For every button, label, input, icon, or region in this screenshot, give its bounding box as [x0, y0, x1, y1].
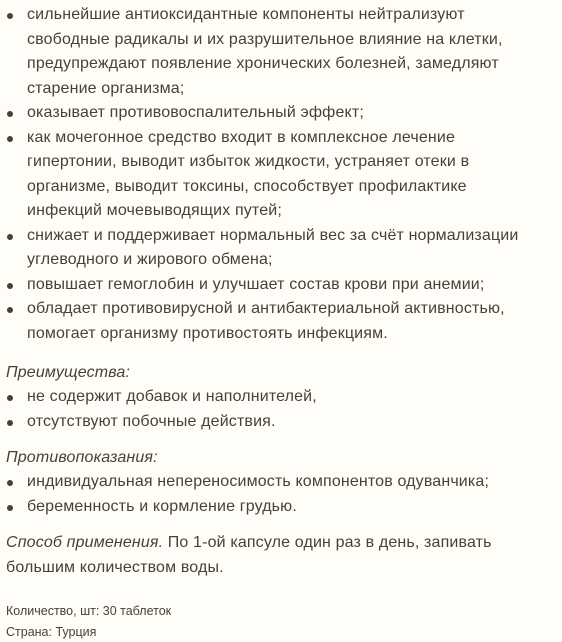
usage-text-1: По 1-ой капсуле один раз в день, запивать [163, 534, 492, 551]
bullet-icon [7, 136, 13, 142]
list-item [6, 297, 556, 346]
advantages-list [6, 385, 556, 434]
list-item-line: свободные радикалы и их разрушительное влияние на клетки, [27, 30, 503, 48]
bullet-icon [7, 505, 13, 511]
list-item-line: индивидуальная непереносимость компонентов одуванчика; [27, 473, 490, 490]
list-item-line: оказывает противовоспалительный эффект; [27, 104, 364, 121]
list-item-line: обладает противовирусной и антибактериальной активностью, [27, 300, 505, 317]
bullet-icon [7, 480, 13, 486]
country-info: Страна: Турция [6, 625, 97, 639]
list-item-line: отсутствуют побочные действия. [27, 412, 276, 430]
bullet-icon [7, 234, 13, 240]
product-meta [6, 601, 556, 642]
list-item-line: беременность и кормление грудью. [27, 497, 297, 515]
list-item-line: снижает и поддерживает нормальный вес за счёт нормализации [27, 226, 519, 244]
bullet-icon [7, 307, 13, 313]
list-item-line: углеводного и жирового обмена; [27, 251, 273, 268]
list-item-line: сильнейшие антиоксидантные компоненты нейтрализуют [27, 6, 465, 23]
product-description [6, 0, 556, 642]
list-item-line: предупреждают появление хронических болезней, замедляют [27, 55, 499, 72]
list-item [6, 273, 556, 298]
bullet-icon [7, 395, 13, 401]
list-item-line: как мочегонное средство входит в комплексное лечение [27, 128, 456, 146]
contraindications-heading: Противопоказания: [6, 449, 158, 466]
bullet-icon [7, 283, 13, 289]
list-item-line: организме, выводит токсины, способствует профилактике [27, 177, 467, 195]
list-item [6, 3, 556, 101]
list-item-line: гипертонии, выводит избыток жидкости, устраняет отеки в [27, 153, 470, 170]
list-item [6, 410, 556, 435]
list-item-line: помогает организму противостоять инфекциям. [27, 324, 388, 342]
usage-label: Способ применения. [6, 534, 164, 551]
list-item [6, 470, 556, 495]
contraindications-list [6, 470, 556, 519]
list-item-line: не содержит добавок и наполнителей, [27, 388, 317, 405]
list-item [6, 101, 556, 126]
usage-instructions [6, 530, 556, 580]
benefits-list [6, 3, 556, 346]
quantity-info: Количество, шт: 30 таблеток [6, 604, 172, 618]
usage-line-1 [6, 530, 556, 555]
advantages-heading: Преимущества: [6, 364, 131, 381]
list-item [6, 495, 556, 520]
list-item-line: повышает гемоглобин и улучшает состав крови при анемии; [27, 275, 485, 293]
list-item [6, 385, 556, 410]
list-item-line: старение организма; [27, 79, 185, 97]
list-item [6, 126, 556, 224]
bullet-icon [7, 420, 13, 426]
bullet-icon [7, 13, 13, 19]
list-item [6, 224, 556, 273]
bullet-icon [7, 111, 13, 117]
list-item-line: инфекций мочевыводящих путей; [27, 202, 282, 219]
usage-line-2: большим количеством воды. [6, 559, 224, 576]
